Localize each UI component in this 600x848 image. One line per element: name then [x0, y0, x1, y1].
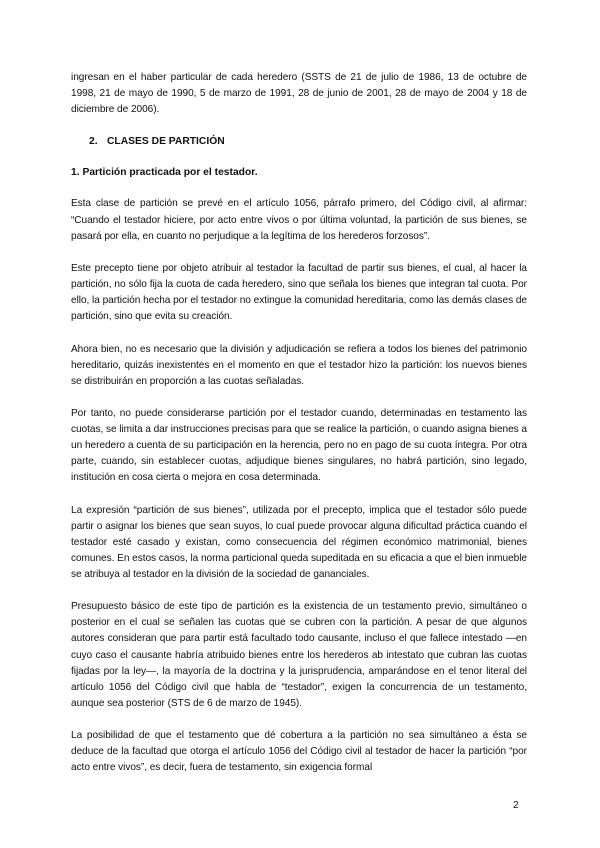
body-paragraph: Por tanto, no puede considerarse partición por el testador cuando, determinadas en testamento las cuotas, se limita a dar instrucciones precisas para que se realice la partición, o cuando asigna bienes a un heredero a cuenta de su participación en la herencia, pero no en pago de su cuota íntegra. Por otra parte, cuando, sin establecer cuotas, adjudique bienes singulares, no habrá partición, sino legado, institución en cosa cierta o mejora en cosa determinada. — [71, 407, 527, 484]
section-number: 2. — [89, 136, 98, 148]
body-paragraph: Ahora bien, no es necesario que la división y adjudicación se refiera a todos los bienes del patrimonio hereditario, quizás inexistentes en el momento en que el testador hizo la partición: los nuevos bienes se distribuirán en proporción a las cuotas señaladas. — [71, 343, 527, 387]
body-paragraph: La posibilidad de que el testamento que dé cobertura a la partición no sea simultáneo a ésta se deduce de la facultad que otorga el artículo 1056 del Código civil al testador de hacer la partición “por acto entre vivos”, es decir, fuera de testamento, sin exigencia formal — [71, 730, 527, 774]
body-paragraph: Esta clase de partición se prevé en el artículo 1056, párrafo primero, del Código civil, al afirmar: “Cuando el testador hiciere, por acto entre vivos o por última voluntad, la partición de sus bienes, se pasará por ella, en cuanto no perjudique a la legítima de los herederos forzosos”. — [71, 198, 527, 242]
subsection-title: 1. Partición practicada por el testador. — [71, 167, 258, 179]
intro-paragraph: ingresan en el haber particular de cada heredero (SSTS de 21 de julio de 1986, 13 de octubre de 1998, 21 de mayo de 1990, 5 de marzo de 1991, 28 de junio de 2001, 28 de mayo de 2004 y 18 de diciembre de 2006). — [71, 72, 527, 116]
section-title: CLASES DE PARTICIÓN — [107, 136, 225, 148]
document-page — [71, 70, 527, 776]
section-heading — [71, 134, 527, 150]
body-paragraph: Presupuesto básico de este tipo de partición es la existencia de un testamento previo, simultáneo o posterior en el cual se señalen las cuotas que se cubren con la partición. A pesar de que algunos autores consideran que para partir está facultado todo causante, incluso el que fallece intestado —en cuyo caso el causante habría atribuido bienes entre los herederos ab intestato que cubran las cuotas fijadas por la ley—, la mayoría de la doctrina y la jurisprudencia, amparándose en el tenor literal del artículo 1056 del Código civil que habla de “testador”, exigen la concurrencia de un testamento, aunque sea posterior (STS de 6 de marzo de 1945). — [71, 601, 527, 709]
body-paragraph: Este precepto tiene por objeto atribuir al testador la facultad de partir sus bienes, el cual, al hacer la partición, no sólo fija la cuota de cada heredero, sino que señala los bienes que integran tal cuota. Por ello, la partición hecha por el testador no extingue la comunidad hereditaria, como las demás clases de partición, sino que evita su creación. — [71, 262, 527, 323]
body-paragraph: La expresión “partición de sus bienes”, utilizada por el precepto, implica que el testador sólo puede partir o asignar los bienes que sean suyos, lo cual puede provocar alguna dificultad práctica cuando el testador esté casado y existan, como consecuencia del régimen económico matrimonial, bienes comunes. En estos casos, la norma particional queda supeditada en su eficacia a que el bien inmueble se atribuya al testador en la división de la sociedad de gananciales. — [71, 504, 527, 580]
page-number: 2 — [513, 800, 519, 811]
